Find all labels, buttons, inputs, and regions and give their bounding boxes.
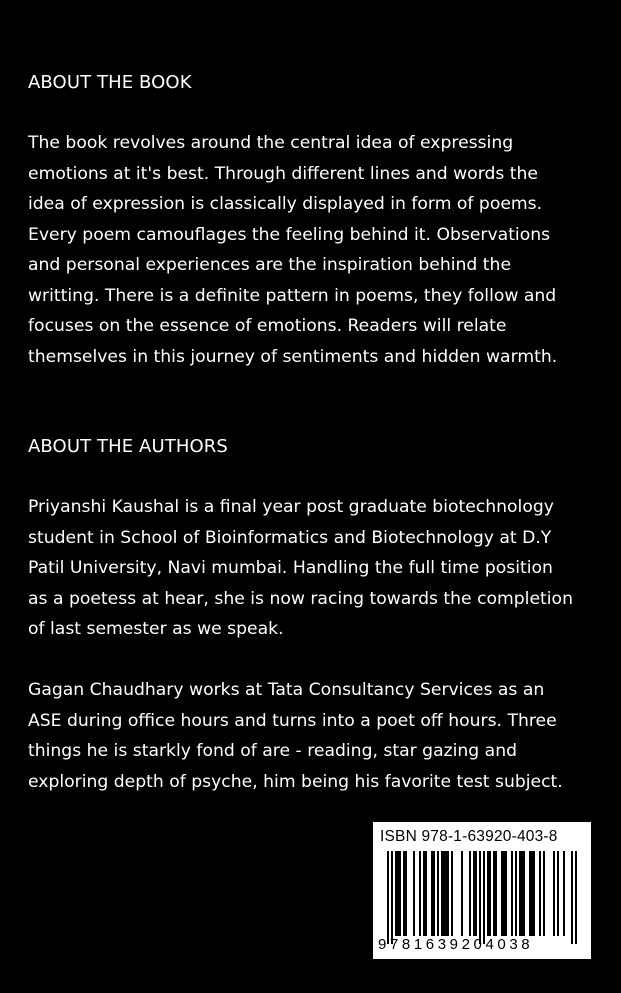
barcode-bar xyxy=(397,851,399,936)
barcode-bar xyxy=(557,851,559,936)
barcode-bar xyxy=(433,851,435,936)
barcode-bar xyxy=(531,851,533,936)
about-authors-heading: ABOUT THE AUTHORS xyxy=(28,436,228,457)
isbn-barcode-block xyxy=(373,822,591,959)
barcode-bar xyxy=(423,851,425,936)
barcode-bar xyxy=(473,851,475,936)
barcode-bar xyxy=(563,851,565,936)
barcode-bar xyxy=(419,851,421,936)
barcode-bar xyxy=(469,851,471,936)
barcode-bar xyxy=(501,851,503,936)
barcode-bar xyxy=(387,851,389,944)
barcode-bar xyxy=(475,851,477,936)
barcode-bar xyxy=(489,851,491,936)
barcode-bar xyxy=(403,851,405,936)
barcode-bar xyxy=(495,851,497,936)
barcode-bar xyxy=(461,851,463,936)
barcode-bar xyxy=(479,851,481,944)
barcode-bar xyxy=(515,851,517,936)
barcode-bar xyxy=(483,851,485,944)
barcode-bar xyxy=(511,851,513,936)
barcode-bar xyxy=(521,851,523,936)
barcode-bar xyxy=(451,851,453,936)
barcode-bar xyxy=(441,851,443,936)
barcode-bar xyxy=(391,851,393,944)
barcode-bar xyxy=(487,851,489,936)
barcode-bar xyxy=(519,851,521,936)
barcode-bar xyxy=(571,851,573,944)
barcode-bar xyxy=(399,851,401,936)
barcode-bar xyxy=(437,851,439,936)
barcode-bar xyxy=(445,851,447,936)
barcode-bar xyxy=(523,851,525,936)
barcode-bar xyxy=(503,851,505,936)
barcode-bar xyxy=(505,851,507,936)
isbn-label: ISBN 978-1-63920-403-8 xyxy=(380,828,558,845)
barcode-bar xyxy=(533,851,535,936)
barcode-bar xyxy=(431,851,433,936)
barcode-bar xyxy=(405,851,407,936)
barcode-bar xyxy=(413,851,415,936)
author-bio-priyanshi: Priyanshi Kaushal is a final year post graduate biotechnology student in School of Bioinformatics and Biotechnology at D.Y Patil University, Navi mumbai. Handling the full time position as a poetess at hear, she is now racing towards the completion of last semester as we speak. xyxy=(28,497,573,639)
barcode-bar xyxy=(447,851,449,936)
barcode-bar xyxy=(425,851,427,936)
barcode-bar xyxy=(553,851,555,936)
barcode-bar xyxy=(529,851,531,936)
barcode-bar xyxy=(395,851,397,936)
barcode-bar xyxy=(443,851,445,936)
barcode-bar xyxy=(575,851,577,944)
barcode-bar xyxy=(493,851,495,936)
about-book-paragraph: The book revolves around the central idea of expressing emotions at it's best. Through different lines and words the idea of expression is classically displayed in form of poems. Every poem camouflages the feeling behind it. Observations and personal experiences are the inspiration behind the writting. There is a definite pattern in poems, they follow and focuses on the essence of emotions. Readers will relate themselves in this journey of sentiments and hidden warmth. xyxy=(28,133,558,367)
about-book-heading: ABOUT THE BOOK xyxy=(28,72,192,93)
barcode-bar xyxy=(539,851,541,936)
author-bio-gagan: Gagan Chaudhary works at Tata Consultancy Services as an ASE during office hours and turns into a poet off hours. Three things he is starkly fond of are - reading, star gazing and exploring depth of psyche, him being his favorite test subject. xyxy=(28,680,563,792)
barcode-bar xyxy=(543,851,545,936)
barcode-digits: 9781639204038 xyxy=(378,936,534,953)
